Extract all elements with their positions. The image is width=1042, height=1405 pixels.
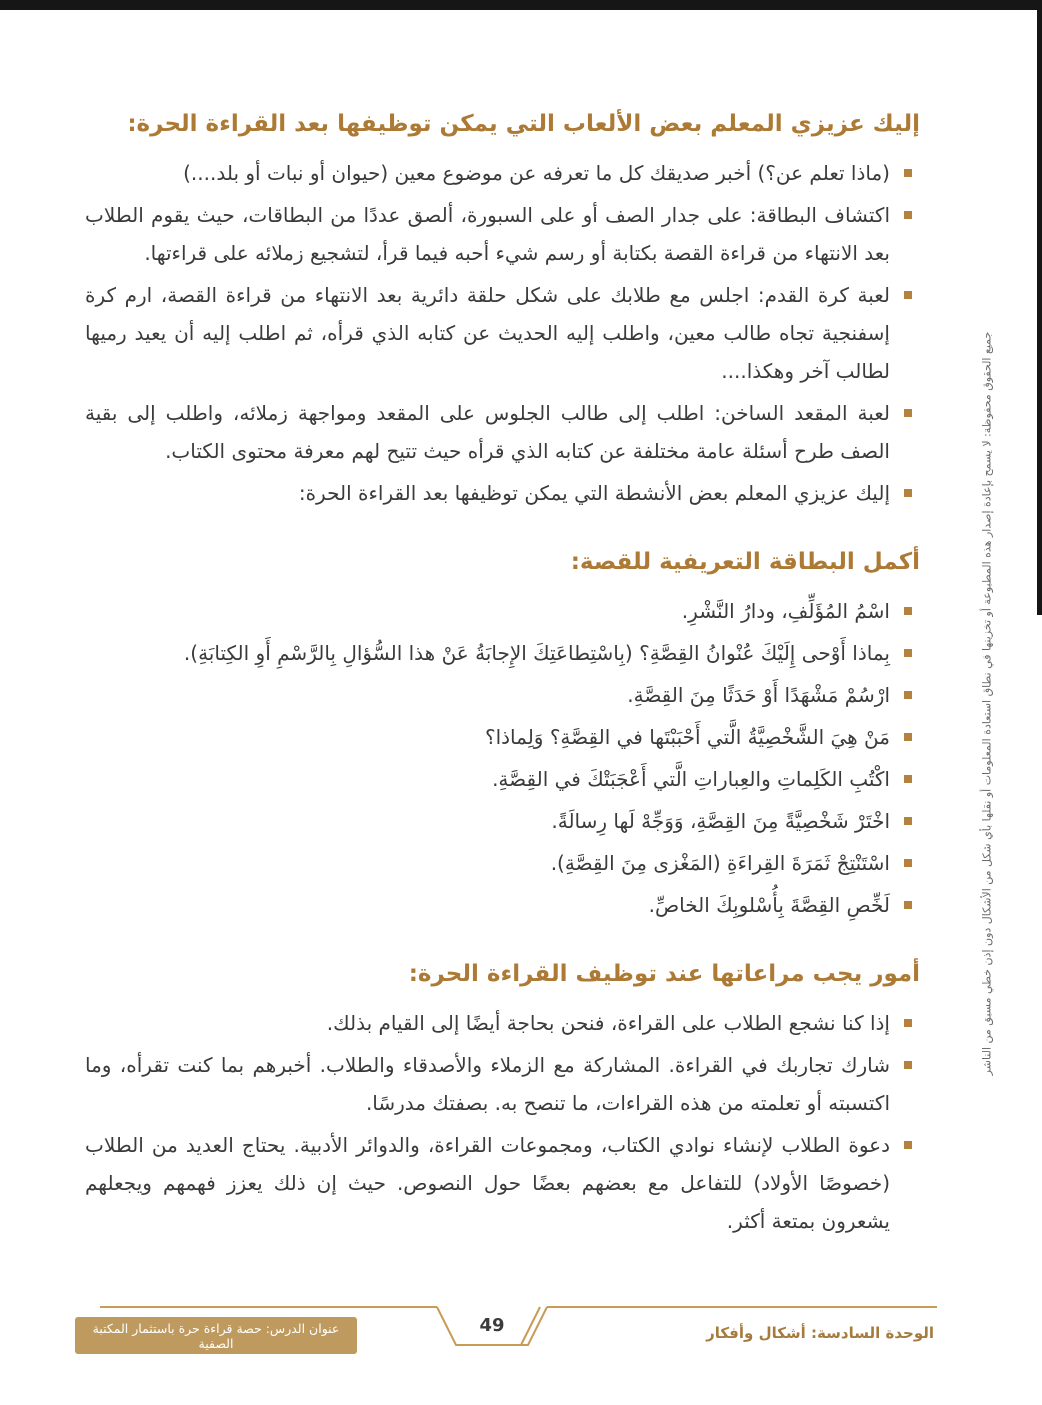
top-edge-bar xyxy=(0,0,1042,10)
list-item: اكتشاف البطاقة: على جدار الصف أو على السبورة، ألصق عددًا من البطاقات، حيث يقوم الطلاب بعد الانتهاء من قراءة القصة بكتابة أو رسم شيء أحبه فيما قرأ، لتشجيع زملائه على قراءتها. xyxy=(85,196,920,272)
list-item: لَخِّصِ القِصَّةَ بِأُسْلوبِكَ الخاصِّ. xyxy=(85,886,920,924)
list-item: إذا كنا نشجع الطلاب على القراءة، فنحن بحاجة أيضًا إلى القيام بذلك. xyxy=(85,1004,920,1042)
list-item: شارك تجاربك في القراءة. المشاركة مع الزملاء والأصدقاء والطلاب. أخبرهم بما كنت تقرأه، وما اكتسبته أو تعلمته من هذه القراءات، ما تنصح به. بصفتك مدرسًا. xyxy=(85,1046,920,1122)
margin-copyright-note: جميع الحقوق محفوظة: لا يسمح بإعادة إصدار هذه المطبوعة أو تخزينها في نطاق استعادة المعلومات أو نقلها بأي شكل من الأشكال دون إذن خطي مسبق من الناشر xyxy=(980,331,994,1076)
list-item: ارْسُمْ مَشْهَدًا أَوْ حَدَثًا مِنَ القِصَّةِ. xyxy=(85,676,920,714)
right-edge-line xyxy=(1037,0,1042,615)
section-heading-considerations: أمور يجب مراعاتها عند توظيف القراءة الحرة: xyxy=(408,961,920,987)
list-item: دعوة الطلاب لإنشاء نوادي الكتاب، ومجموعات القراءة، والدوائر الأدبية. يحتاج العديد من الطلاب (خصوصًا الأولاد) للتفاعل مع بعضهم بعضًا حول النصوص. حيث إن ذلك يعزز فهمهم ويجعلهم يشعرون بمتعة أكثر. xyxy=(85,1126,920,1240)
page-number: 49 xyxy=(479,1315,505,1336)
page-content xyxy=(85,108,920,1244)
footer-lesson-title-box xyxy=(75,1317,357,1354)
bullet-list-considerations xyxy=(85,1004,920,1240)
list-item: بِماذا أَوْحى إِلَيْكَ عُنْوانُ القِصَّةِ؟ (بِاسْتِطاعَتِكَ الإِجابَةُ عَنْ هذا السُّؤالِ بِالرَّسْمِ أَوِ الكِتابَةِ). xyxy=(85,634,920,672)
list-item: مَنْ هِيَ الشَّخْصِيَّةُ الَّتي أَحْبَبْتَها في القِصَّةِ؟ وَلِماذا؟ xyxy=(85,718,920,756)
section-heading-games: إليك عزيزي المعلم بعض الألعاب التي يمكن توظيفها بعد القراءة الحرة: xyxy=(127,111,920,137)
list-item: اسْتَنْتِجْ ثَمَرَةَ القِراءَةِ (المَغْزى مِنَ القِصَّةِ). xyxy=(85,844,920,882)
list-item: اسْمُ المُؤَلِّفِ، ودارُ النَّشْرِ. xyxy=(85,592,920,630)
bullet-list-games xyxy=(85,154,920,512)
footer-lesson-title: عنوان الدرس: حصة قراءة حرة باستثمار المكتبة الصفية xyxy=(92,1320,340,1351)
section-heading-story-card: أكمل البطاقة التعريفية للقصة: xyxy=(570,549,920,575)
list-item: لعبة المقعد الساخن: اطلب إلى طالب الجلوس على المقعد ومواجهة زملائه، واطلب إلى بقية الصف طرح أسئلة عامة مختلفة عن كتابه الذي قرأه حيث تتيح لهم معرفة محتوى الكتاب. xyxy=(85,394,920,470)
list-item: لعبة كرة القدم: اجلس مع طلابك على شكل حلقة دائرية بعد الانتهاء من قراءة القصة، ارم كرة إسفنجية تجاه طالب معين، واطلب إليه الحديث عن كتابه الذي قرأه، ثم اطلب إليه أن يعيد رميها لطالب آخر وهكذا.... xyxy=(85,276,920,390)
list-item: إليك عزيزي المعلم بعض الأنشطة التي يمكن توظيفها بعد القراءة الحرة: xyxy=(85,474,920,512)
list-item: اخْتَرْ شَخْصِيَّةً مِنَ القِصَّةِ، وَوَجِّهْ لَها رِسالَةً. xyxy=(85,802,920,840)
list-item: اكْتُبِ الكَلِماتِ والعِباراتِ الَّتي أَعْجَبَتْكَ في القِصَّةِ. xyxy=(85,760,920,798)
list-item: (ماذا تعلم عن؟) أخبر صديقك كل ما تعرفه عن موضوع معين (حيوان أو نبات أو بلد....) xyxy=(85,154,920,192)
footer-unit-title: الوحدة السادسة: أشكال وأفكار xyxy=(706,1324,934,1342)
bullet-list-story-card xyxy=(85,592,920,924)
